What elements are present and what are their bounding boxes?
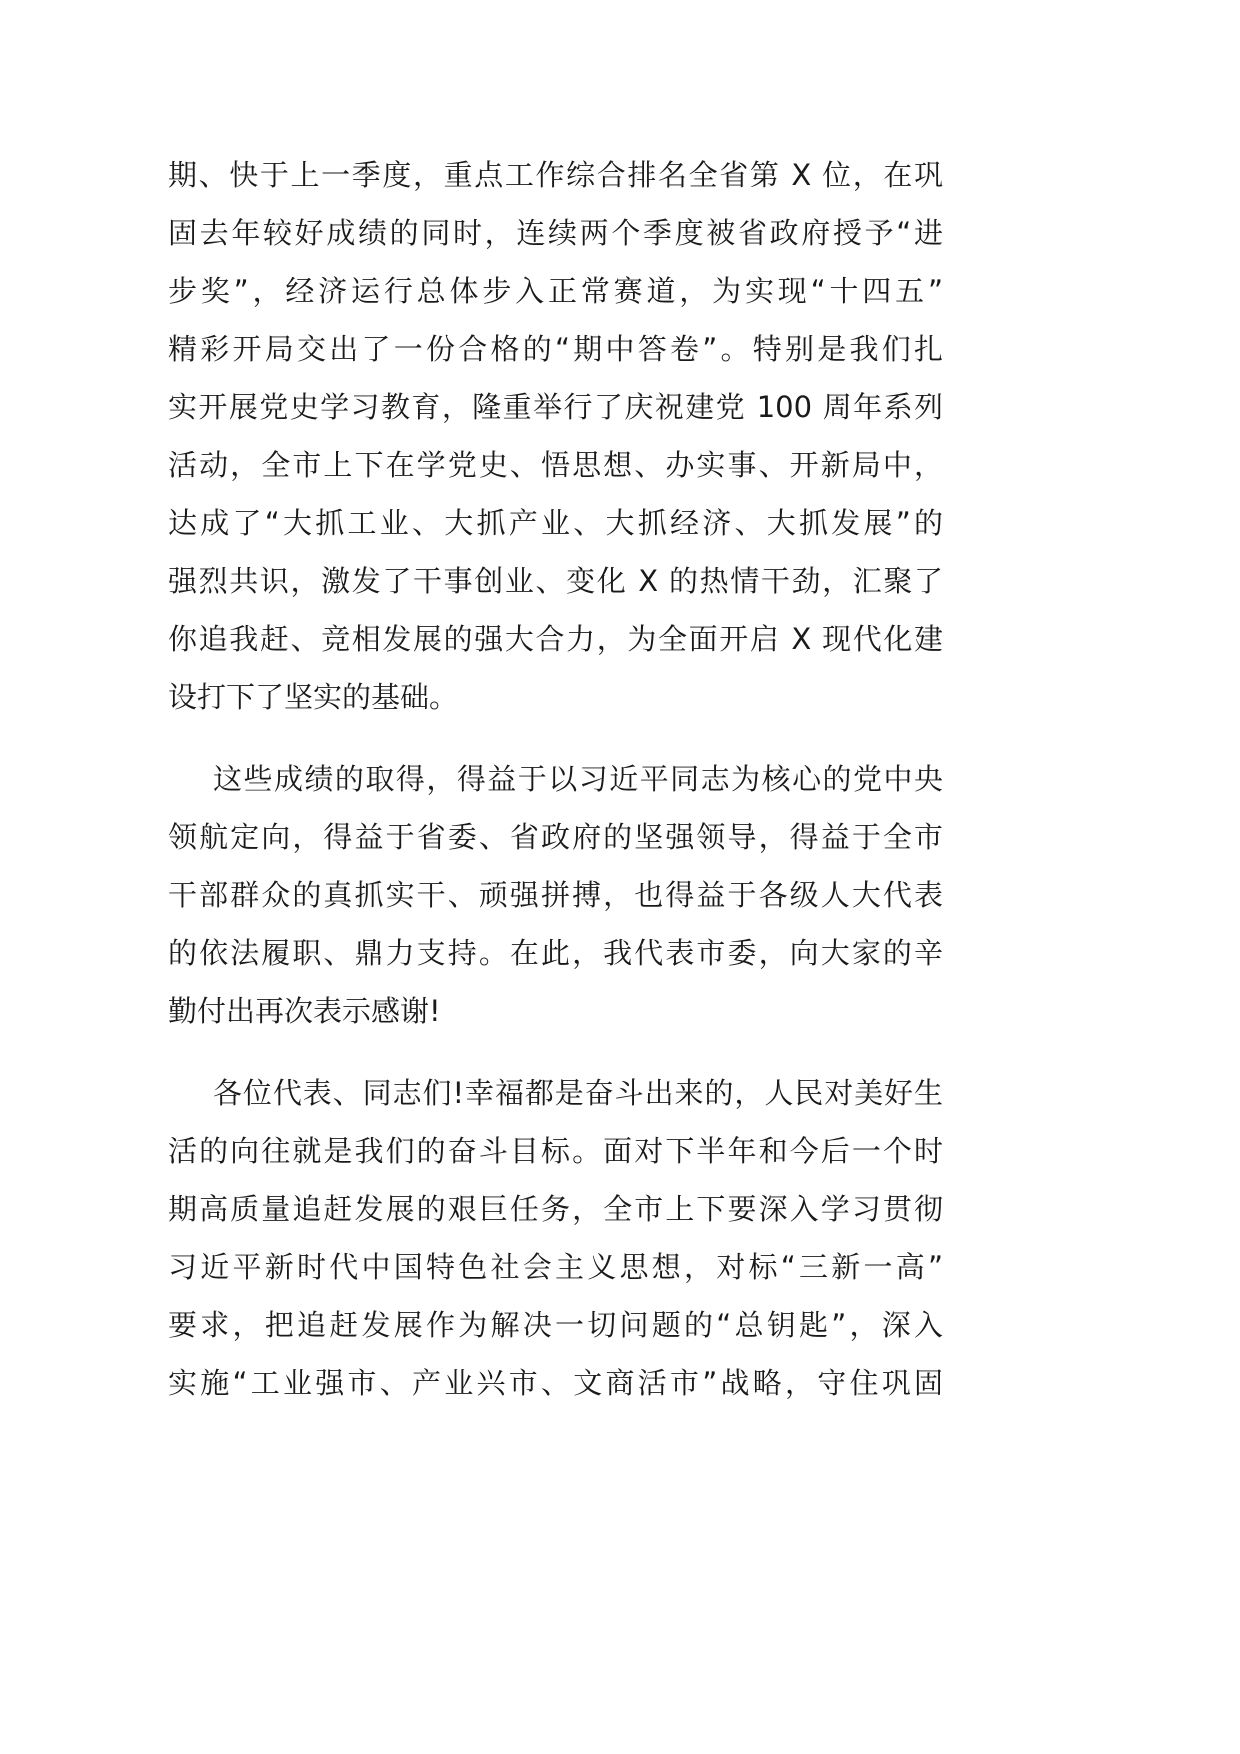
text-line: 实施“工业强市、产业兴市、文商活市”战略，守住巩固 [168,1366,943,1400]
text-line: 设打下了坚实的基础。 [168,680,459,714]
text-line: 期、快于上一季度，重点工作综合排名全省第 X 位，在巩 [168,158,943,192]
text-line: 固去年较好成绩的同时，连续两个季度被省政府授予“进 [168,216,943,250]
text-line: 活动，全市上下在学党史、悟思想、办实事、开新局中， [168,448,943,482]
text-line: 你追我赶、竞相发展的强大合力，为全面开启 X 现代化建 [168,622,943,656]
text-line: 达成了“大抓工业、大抓产业、大抓经济、大抓发展”的 [168,506,943,540]
text-line: 领航定向，得益于省委、省政府的坚强领导，得益于全市 [168,820,943,854]
text-line: 步奖”，经济运行总体步入正常赛道，为实现“十四五” [168,274,943,308]
text-line: 精彩开局交出了一份合格的“期中答卷”。特别是我们扎 [168,332,943,366]
text-line: 勤付出再次表示感谢! [168,994,441,1028]
text-line: 实开展党史学习教育，隆重举行了庆祝建党 100 周年系列 [168,390,943,424]
text-line: 强烈共识，激发了干事创业、变化 X 的热情干劲，汇聚了 [168,564,943,598]
text-line: 的依法履职、鼎力支持。在此，我代表市委，向大家的辛 [168,936,943,970]
text-line: 各位代表、同志们!幸福都是奋斗出来的，人民对美好生 [213,1076,943,1110]
text-line: 期高质量追赶发展的艰巨任务，全市上下要深入学习贯彻 [168,1192,943,1226]
text-line: 习近平新时代中国特色社会主义思想，对标“三新一高” [168,1250,943,1284]
text-line: 要求，把追赶发展作为解决一切问题的“总钥匙”，深入 [168,1308,943,1342]
text-line: 这些成绩的取得，得益于以习近平同志为核心的党中央 [213,762,943,796]
text-line: 干部群众的真抓实干、顽强拼搏，也得益于各级人大代表 [168,878,943,912]
text-line: 活的向往就是我们的奋斗目标。面对下半年和今后一个时 [168,1134,943,1168]
